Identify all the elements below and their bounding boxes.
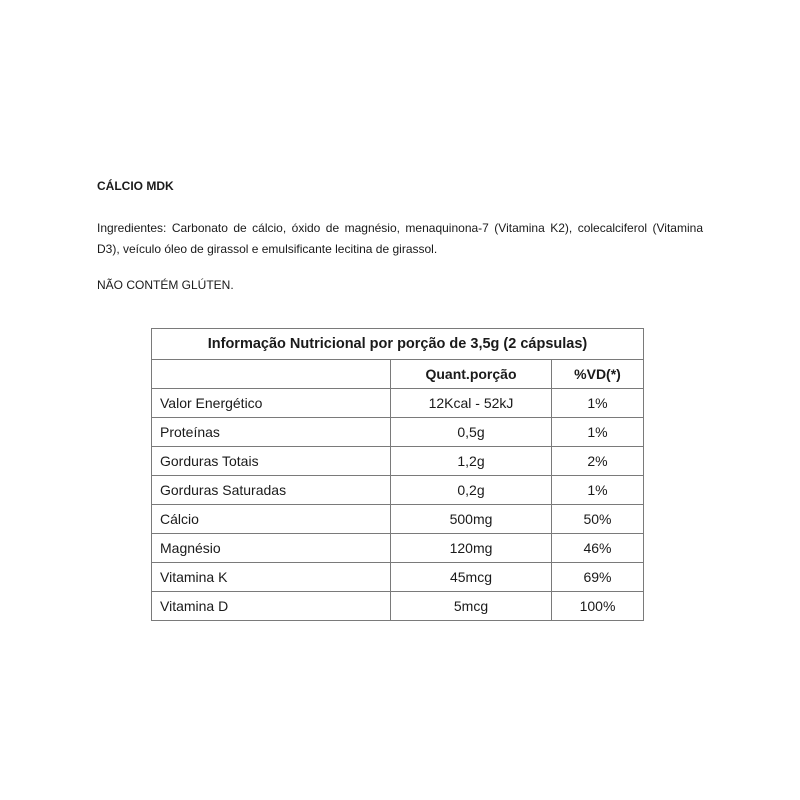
column-header-nutrient — [152, 360, 391, 389]
dv-cell: 50% — [552, 505, 644, 534]
amount-cell: 5mcg — [391, 592, 552, 621]
column-header-dv: %VD(*) — [552, 360, 644, 389]
table-row — [152, 447, 644, 476]
table-caption-row — [152, 329, 644, 360]
table-header-row — [152, 360, 644, 389]
gluten-notice: NÃO CONTÉM GLÚTEN. — [97, 278, 234, 292]
table-row — [152, 476, 644, 505]
nutrient-cell: Vitamina K — [152, 563, 391, 592]
dv-cell: 1% — [552, 389, 644, 418]
nutrient-cell: Cálcio — [152, 505, 391, 534]
table-row — [152, 418, 644, 447]
nutrient-cell: Proteínas — [152, 418, 391, 447]
document-body — [97, 178, 703, 293]
column-header-amount: Quant.porção — [391, 360, 552, 389]
product-title: CÁLCIO MDK — [97, 179, 174, 193]
amount-cell: 120mg — [391, 534, 552, 563]
amount-cell: 45mcg — [391, 563, 552, 592]
table-caption: Informação Nutricional por porção de 3,5g (2 cápsulas) — [152, 329, 644, 360]
amount-cell: 1,2g — [391, 447, 552, 476]
table-row — [152, 592, 644, 621]
nutrient-cell: Magnésio — [152, 534, 391, 563]
amount-cell: 0,2g — [391, 476, 552, 505]
table-row — [152, 505, 644, 534]
nutrient-cell: Vitamina D — [152, 592, 391, 621]
nutrient-cell: Gorduras Totais — [152, 447, 391, 476]
dv-cell: 46% — [552, 534, 644, 563]
table-row — [152, 389, 644, 418]
dv-cell: 1% — [552, 418, 644, 447]
nutrient-cell: Valor Energético — [152, 389, 391, 418]
table-body — [152, 389, 644, 621]
dv-cell: 100% — [552, 592, 644, 621]
ingredients-text: Ingredientes: Carbonato de cálcio, óxido de magnésio, menaquinona-7 (Vitamina K2), colecalciferol (Vitamina D3), veículo óleo de girassol e emulsificante lecitina de girassol. — [97, 221, 703, 256]
table-row — [152, 563, 644, 592]
amount-cell: 0,5g — [391, 418, 552, 447]
dv-cell: 69% — [552, 563, 644, 592]
nutrition-table — [151, 328, 644, 621]
nutrient-cell: Gorduras Saturadas — [152, 476, 391, 505]
amount-cell: 12Kcal - 52kJ — [391, 389, 552, 418]
dv-cell: 2% — [552, 447, 644, 476]
amount-cell: 500mg — [391, 505, 552, 534]
dv-cell: 1% — [552, 476, 644, 505]
table-row — [152, 534, 644, 563]
